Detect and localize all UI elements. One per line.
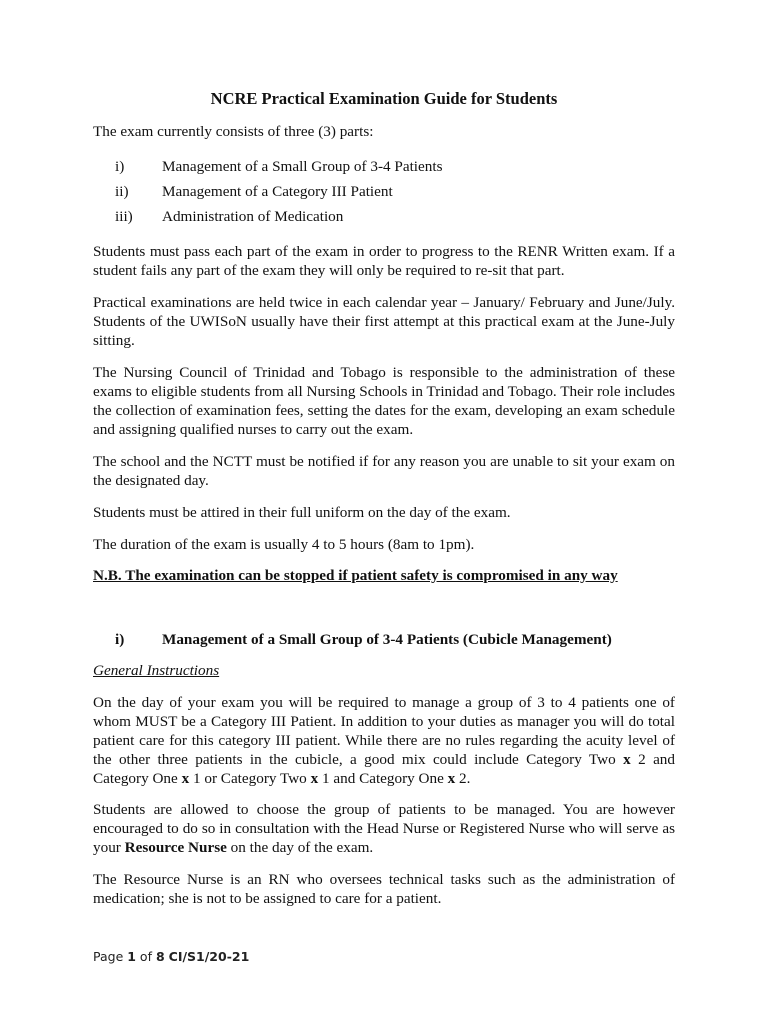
footer-of-label: of	[135, 949, 156, 964]
document-title: NCRE Practical Examination Guide for Students	[210, 89, 558, 108]
footer-page-label: Page	[93, 949, 128, 964]
list-item-number: ii)	[115, 183, 129, 200]
paragraph-progression: Students must pass each part of the exam in order to progress to the RENR Written exam. If a student fails any part of the exam they will only be required to re-sit that part.	[93, 243, 675, 279]
list-item	[115, 182, 675, 202]
text-run-bold: x	[181, 770, 190, 787]
footer-doc-code: CI/S1/20-21	[168, 949, 250, 964]
list-item-text: Management of a Small Group of 3-4 Patients	[162, 158, 443, 175]
paragraph-duration: The duration of the exam is usually 4 to 5 hours (8am to 1pm).	[93, 536, 475, 553]
list-item-text: Management of a Category III Patient	[162, 183, 393, 200]
text-run: 2.	[455, 770, 471, 787]
intro-text: The exam currently consists of three (3) parts:	[93, 123, 374, 140]
section-title: Management of a Small Group of 3-4 Patients (Cubicle Management)	[162, 631, 612, 648]
page-footer	[93, 947, 249, 966]
list-item-number: iii)	[115, 208, 133, 225]
paragraph-notification: The school and the NCTT must be notified if for any reason you are unable to sit your exam on the designated day.	[93, 453, 675, 489]
paragraph-resource-nurse-choice	[93, 800, 675, 857]
text-run-bold: x	[447, 770, 456, 787]
list-item-number: i)	[115, 158, 125, 175]
footer-page-number: 1	[127, 949, 136, 964]
list-item	[115, 157, 675, 177]
text-run: 2 and Category One	[93, 751, 675, 787]
footer-page-total: 8	[155, 949, 165, 964]
list-item-text: Administration of Medication	[162, 208, 344, 225]
paragraph-uniform: Students must be attired in their full uniform on the day of the exam.	[93, 504, 511, 521]
text-run: Students are allowed to choose the group of patients to be managed. You are however encouraged to do so in consultation with the Head Nurse or Registered Nurse who will serve as your	[93, 801, 675, 856]
text-run-bold: x	[623, 751, 631, 768]
subheading-general-instructions: General Instructions	[93, 662, 220, 679]
paragraph-patient-group	[93, 693, 675, 788]
text-run: 1 or Category Two	[189, 770, 311, 787]
nb-note: N.B. The examination can be stopped if patient safety is compromised in any way	[93, 567, 618, 584]
text-run-bold: x	[310, 770, 319, 787]
text-run-bold: Resource Nurse	[124, 839, 227, 856]
text-run: 1 and Category One	[318, 770, 448, 787]
paragraph-resource-nurse-role: The Resource Nurse is an RN who oversees technical tasks such as the administration of medication; she is not to be assigned to care for a patient.	[93, 871, 675, 907]
section-number: i)	[115, 631, 125, 648]
text-run: on the day of the exam.	[226, 839, 374, 856]
text-run: On the day of your exam you will be required to manage a group of 3 to 4 patients one of whom MUST be a Category III Patient. In addition to your duties as manager you will do total patient care for this category III patient. While there are no rules regarding the acuity level of the other three patients in the cubicle, a good mix could include Category Two	[93, 694, 675, 768]
paragraph-nursing-council: The Nursing Council of Trinidad and Tobago is responsible to the administration of these exams to eligible students from all Nursing Schools in Trinidad and Tobago. Their role includes the collection of examination fees, setting the dates for the exam, developing an exam schedule and assigning qualified nurses to carry out the exam.	[93, 364, 675, 438]
paragraph-schedule: Practical examinations are held twice in each calendar year – January/ February and June/July. Students of the UWISoN usually have their first attempt at this practical exam at the June-July sitting.	[93, 294, 675, 349]
list-item	[115, 207, 675, 227]
